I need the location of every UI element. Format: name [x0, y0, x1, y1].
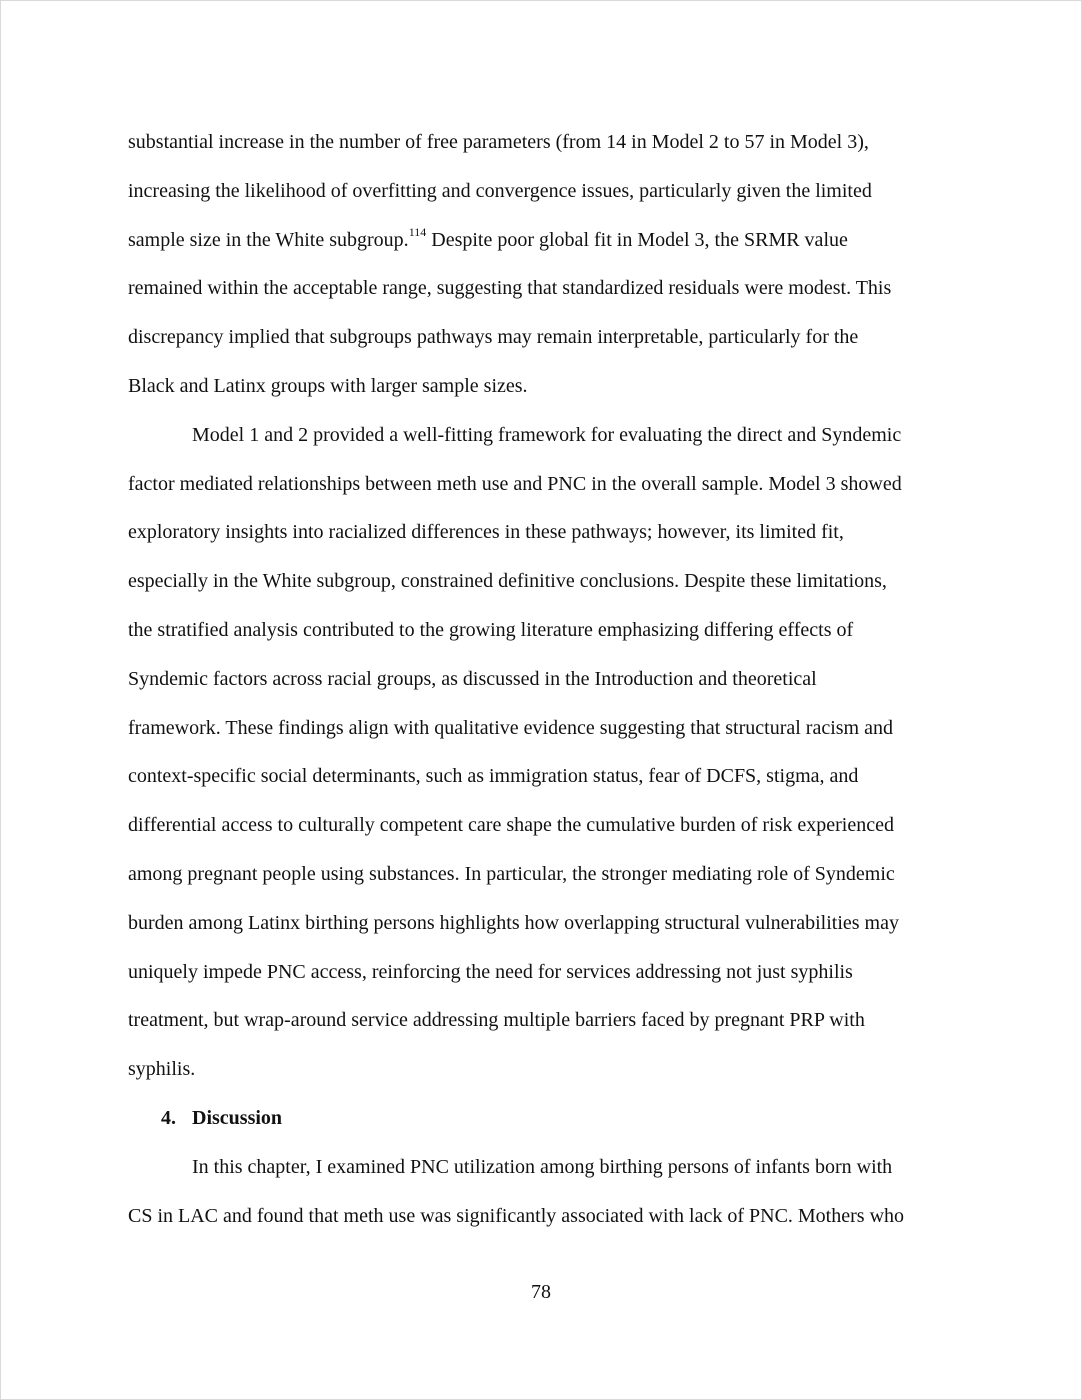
- text-line: Black and Latinx groups with larger sample sizes.: [128, 374, 528, 397]
- text-line: increasing the likelihood of overfitting and convergence issues, particularly given the limited: [128, 179, 872, 202]
- text-line: burden among Latinx birthing persons highlights how overlapping structural vulnerabilities may: [128, 911, 899, 934]
- text-line: especially in the White subgroup, constrained definitive conclusions. Despite these limitations,: [128, 570, 887, 593]
- text-line: Model 1 and 2 provided a well-fitting framework for evaluating the direct and Syndemic: [192, 423, 902, 446]
- text-line: framework. These findings align with qualitative evidence suggesting that structural racism and: [128, 716, 893, 739]
- citation-superscript: 114: [408, 224, 427, 239]
- paragraph: [128, 118, 958, 411]
- section-heading: [128, 1094, 958, 1143]
- text-line: In this chapter, I examined PNC utilization among birthing persons of infants born with: [192, 1155, 893, 1178]
- text-line: differential access to culturally competent care shape the cumulative burden of risk experienced: [128, 814, 894, 837]
- text-line: discrepancy implied that subgroups pathways may remain interpretable, particularly for the: [128, 326, 859, 349]
- text-line: remained within the acceptable range, suggesting that standardized residuals were modest. This: [128, 277, 892, 300]
- text-line: factor mediated relationships between meth use and PNC in the overall sample. Model 3 showed: [128, 472, 902, 495]
- text-line: CS in LAC and found that meth use was significantly associated with lack of PNC. Mothers who: [128, 1204, 905, 1227]
- section-title: Discussion: [192, 1106, 283, 1129]
- text-line: exploratory insights into racialized differences in these pathways; however, its limited fit,: [128, 521, 844, 544]
- text-line: among pregnant people using substances. In particular, the stronger mediating role of Syndemic: [128, 862, 895, 885]
- paragraph: [128, 411, 958, 1094]
- text-line: the stratified analysis contributed to the growing literature emphasizing differing effects of: [128, 618, 854, 641]
- text-line: treatment, but wrap-around service addressing multiple barriers faced by pregnant PRP with: [128, 1009, 865, 1032]
- text-fragment: sample size in the White subgroup.: [128, 228, 409, 251]
- text-line: syphilis.: [128, 1058, 196, 1081]
- text-line: substantial increase in the number of free parameters (from 14 in Model 2 to 57 in Model 3),: [128, 131, 869, 153]
- text-line: context-specific social determinants, such as immigration status, fear of DCFS, stigma, and: [128, 765, 859, 788]
- text-line: uniquely impede PNC access, reinforcing the need for services addressing not just syphilis: [128, 960, 853, 983]
- page-number: 78: [531, 1281, 551, 1303]
- paragraph: [128, 1143, 958, 1241]
- page-body: [128, 118, 958, 1240]
- text-fragment: Despite poor global fit in Model 3, the SRMR value: [426, 228, 848, 251]
- text-line: Syndemic factors across racial groups, as discussed in the Introduction and theoretical: [128, 667, 817, 690]
- section-number: 4.: [161, 1106, 176, 1129]
- text-line: [128, 216, 958, 265]
